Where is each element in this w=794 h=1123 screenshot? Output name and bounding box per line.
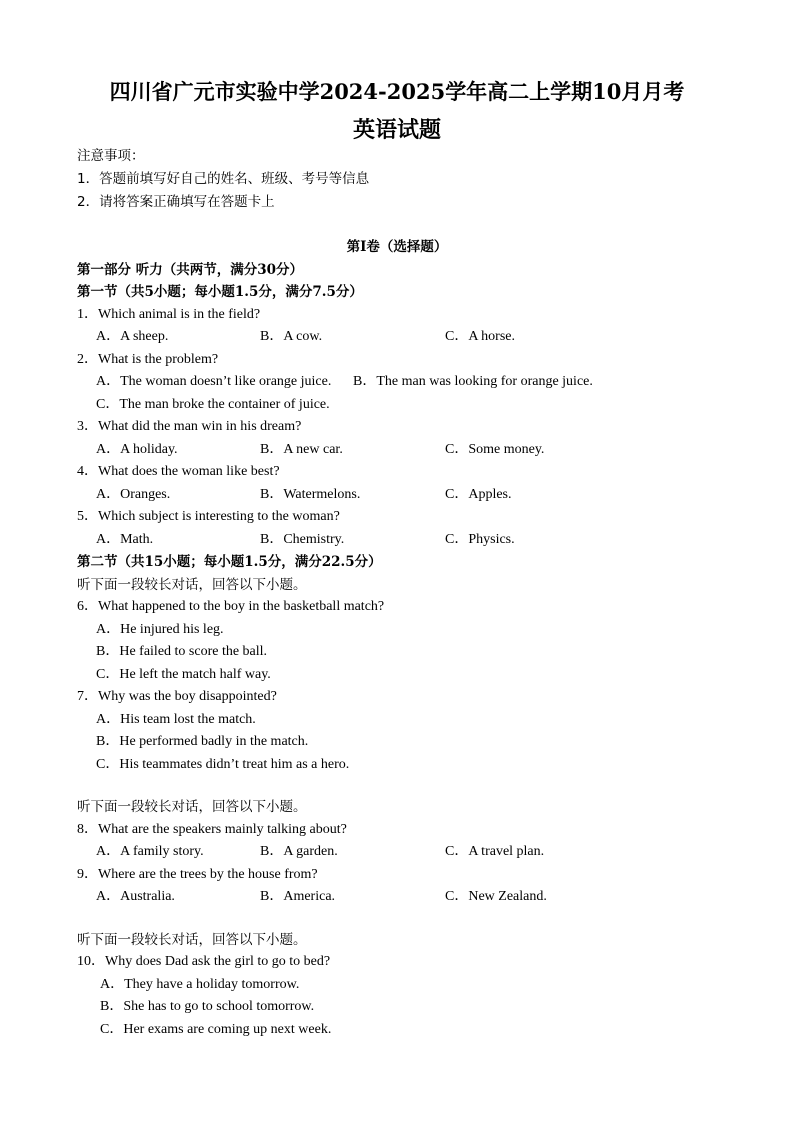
question-stem: 2．What is the problem? [77, 352, 219, 367]
option-a: A．He injured his leg. [96, 622, 224, 637]
option-c: C．New Zealand. [445, 889, 547, 904]
question-stem: 1．Which animal is in the field? [77, 307, 261, 322]
instruction: 听下面一段较长对话，回答以下小题。 [77, 577, 307, 593]
notice-heading: 注意事项： [77, 148, 145, 164]
option-a: A．A holiday. [96, 442, 178, 457]
question-stem: 6．What happened to the boy in the basketball match? [77, 599, 385, 614]
option-b: B．He performed badly in the match. [96, 734, 309, 749]
option-a: A．Australia. [96, 889, 175, 904]
option-c: C．Physics. [445, 532, 515, 547]
option-c: C．A horse. [445, 329, 515, 344]
option-a: A．Oranges. [96, 487, 171, 502]
option-c: C．Some money. [445, 442, 545, 457]
notice-item-2: 2．请将答案正确填写在答题卡上 [77, 194, 275, 210]
instruction: 听下面一段较长对话，回答以下小题。 [77, 799, 307, 815]
question-stem: 10．Why does Dad ask the girl to go to bed? [77, 954, 331, 969]
exam-title: 四川省广元市实验中学2024-2025学年高二上学期10月月考 [109, 79, 685, 104]
section1-title: 第一节（共5小题；每小题1.5分，满分7.5分） [77, 284, 363, 300]
option-c: C．Apples. [445, 487, 512, 502]
option-c: C．A travel plan. [445, 844, 545, 859]
option-c: C．His teammates didn’t treat him as a hero. [96, 757, 350, 772]
option-a: A．A sheep. [96, 329, 169, 344]
option-b: B．She has to go to school tomorrow. [100, 999, 315, 1014]
part1-title: 第一部分 听力（共两节，满分30分） [77, 262, 303, 278]
option-c: C．The man broke the container of juice. [96, 397, 330, 412]
option-b: B．A cow. [260, 329, 323, 344]
question-stem: 4．What does the woman like best? [77, 464, 280, 479]
section2-title: 第二节（共15小题；每小题1.5分，满分22.5分） [77, 554, 382, 570]
option-b: B．Watermelons. [260, 487, 361, 502]
option-b: B．A garden. [260, 844, 338, 859]
option-b: B．America. [260, 889, 336, 904]
option-c: C．Her exams are coming up next week. [100, 1022, 332, 1037]
option-b: B．A new car. [260, 442, 343, 457]
option-a: A．Math. [96, 532, 154, 547]
option-a: A．A family story. [96, 844, 204, 859]
question-stem: 5．Which subject is interesting to the woman? [77, 509, 340, 524]
question-stem: 9．Where are the trees by the house from? [77, 867, 318, 882]
option-a: A．They have a holiday tomorrow. [100, 977, 300, 992]
option-a: A．His team lost the match. [96, 712, 256, 727]
instruction: 听下面一段较长对话，回答以下小题。 [77, 932, 307, 948]
question-stem: 7．Why was the boy disappointed? [77, 689, 277, 704]
option-b: B．The man was looking for orange juice. [353, 374, 593, 389]
option-b: B．He failed to score the ball. [96, 644, 268, 659]
volume-title: 第I卷（选择题） [346, 239, 448, 255]
option-c: C．He left the match half way. [96, 667, 271, 682]
notice-item-1: 1．答题前填写好自己的姓名、班级、考号等信息 [77, 171, 370, 187]
question-stem: 8．What are the speakers mainly talking about? [77, 822, 347, 837]
option-b: B．Chemistry. [260, 532, 345, 547]
option-a: A．The woman doesn’t like orange juice. [96, 374, 332, 389]
question-stem: 3．What did the man win in his dream? [77, 419, 302, 434]
exam-subtitle: 英语试题 [352, 117, 441, 143]
